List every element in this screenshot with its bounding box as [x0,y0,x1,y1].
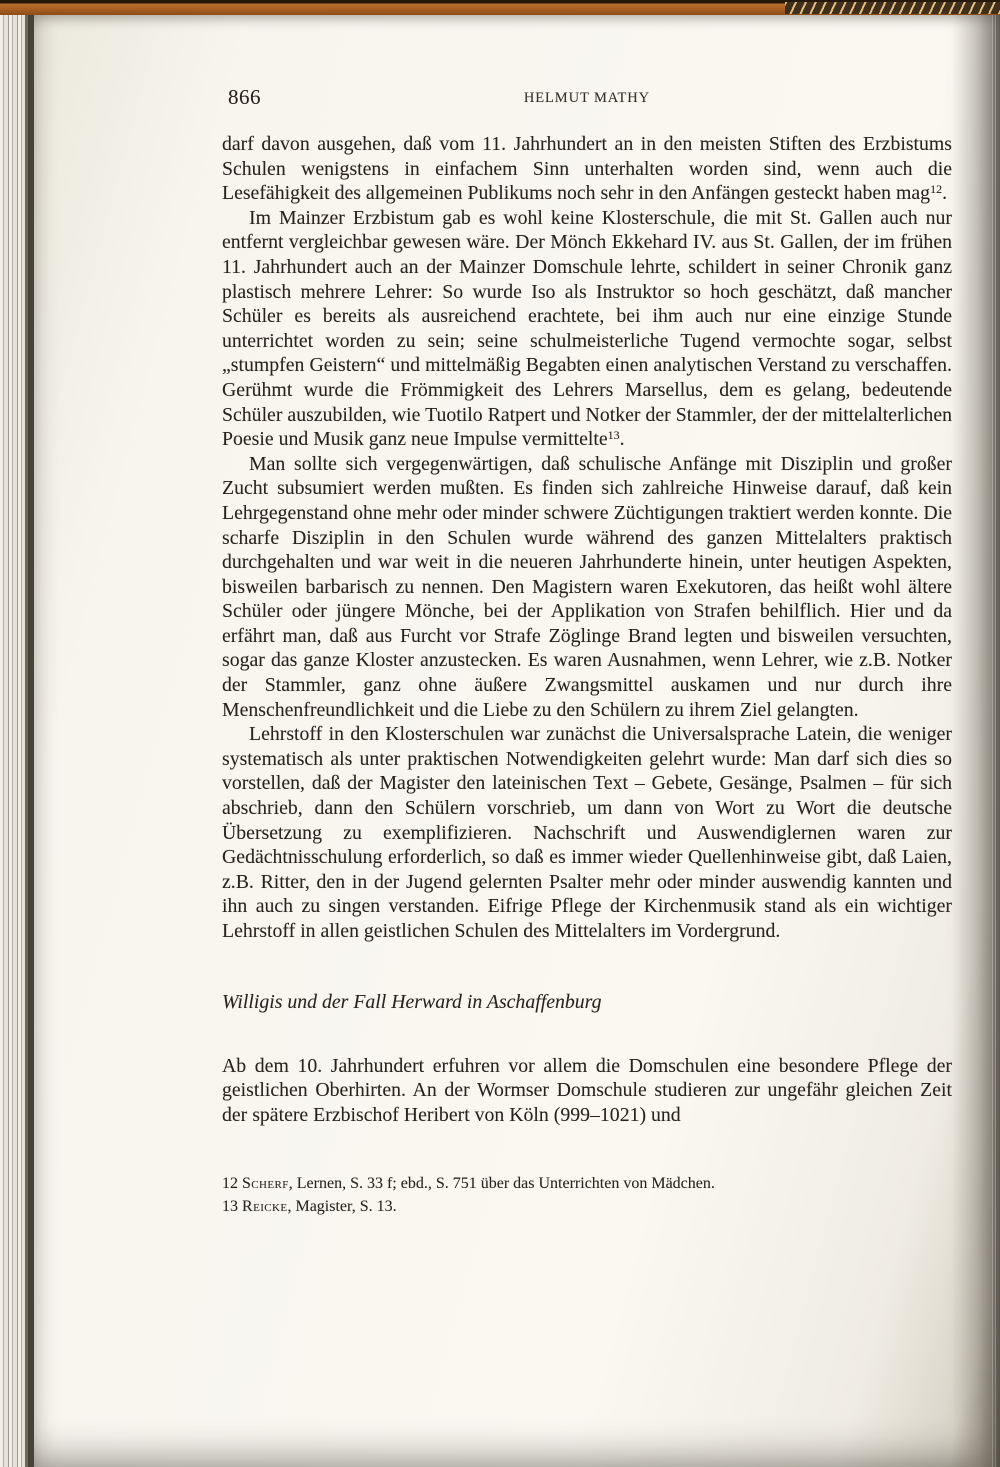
paragraph [222,722,952,943]
text-run: Im Mainzer Erzbistum gab es wohl keine Klosterschule, die mit St. Gallen auch nur entfernt vergleichbar gewesen wäre. Der Mönch Ekkehard IV. aus St. Gallen, der im frühen 11. Jahrhundert auch an der Mainzer Domschule lehrte, schildert in seiner Chronik ganz plastisch mehrere Lehrer: So wurde Iso als Instruktor so hoch geschätzt, daß mancher Schüler es bereits als ausreichend erachtete, bei ihm auch nur eine einzige Stunde unterrichtet worden zu sein; seine schulmeisterliche Tugend vermochte sogar, selbst „stumpfen Geistern“ und mittelmäßig Begabten einen analytischen Verstand zu verschaffen. Gerühmt wurde die Frömmigkeit des Lehrers Marsellus, dem es gelang, bedeutende Schüler auszubilden, wie Tuotilo Ratpert und Notker der Stammler, der der mittelalterlichen Poesie und Musik ganz neue Impulse vermittelte [222,206,952,451]
footnote [222,1196,952,1219]
section-paragraphs [222,1054,952,1128]
cover-stitching [785,2,1000,14]
paragraph [222,206,952,452]
footnote-number: 12 [222,1175,242,1193]
text-run: Ab dem 10. Jahrhundert erfuhren vor allem die Domschulen eine besondere Pflege der geistlichen Oberhirten. An der Wormser Domschule studieren zur ungefähr gleichen Zeit der spätere Erzbischof Heribert von Köln (999–1021) und [222,1054,952,1126]
page-number: 866 [228,85,261,109]
footnotes [222,1173,952,1218]
footnote-number: 13 [222,1197,242,1215]
text-run: Man sollte sich vergegenwärtigen, daß schulische Anfänge mit Disziplin und großer Zucht subsumiert werden mußten. Es finden sich zahlreiche Hinweise darauf, daß kein Lehrgegenstand ohne mehr oder minder schwere Züchtigungen traktiert werden konnte. Die scharfe Disziplin in den Schulen wurde während des ganzen Mittelalters praktisch durchgehalten und war weit in die neueren Jahrhunderte hinein, unter heutigen Aspekten, bisweilen barbarisch zu nennen. Den Magistern waren Exekutoren, das heißt wohl ältere Schüler oder jüngere Mönche, bei der Applikation von Strafen behilflich. Hier und da erfährt man, daß aus Furcht vor Strafe Zöglinge Brand legten und bisweilen versuchten, sogar das ganze Kloster anzustecken. Es waren Ausnahmen, wenn Lehrer, wie z.B. Notker der Stammler, ganz ohne äußere Zwangsmittel auskamen und nur durch ihre Menschenfreundlichkeit und die Liebe zu den Schülern zu ihrem Ziel gelangten. [222,452,952,721]
page-header [222,85,952,111]
text-block [222,85,952,1218]
page-surface [34,15,1000,1467]
footnote-author: Reicke [242,1197,288,1215]
text-run: . [619,428,625,451]
page-edge-stack-right [952,15,1000,1467]
footnote-author: Scherf [242,1175,289,1193]
text-run: darf davon ausgehen, daß vom 11. Jahrhundert an in den meisten Stiften des Erzbistums Schulen wenigstens in einfachem Sinn unterhalten worden sind, wenn auch die Lesefähigkeit des allgemeinen Publikums noch sehr in den Anfängen gesteckt haben mag [222,133,952,205]
book-cover-top-edge [0,0,1000,15]
footnote [222,1173,952,1196]
section-heading: Willigis und der Fall Herward in Aschaffenburg [222,990,602,1013]
page-edge-stack-left [0,15,34,1467]
paragraph [222,1054,952,1128]
running-header: HELMUT MATHY [523,90,651,106]
footnote-marker: 13 [607,428,620,443]
footnote-marker: 12 [930,182,943,197]
footnote-text: , Magister, S. 13. [287,1197,397,1215]
body-paragraphs [222,132,952,944]
text-run: Lehrstoff in den Klosterschulen war zunächst die Universalsprache Latein, die weniger systematisch als unter praktischen Notwendigkeiten gelehrt wurde: Man darf sich dies so vorstellen, daß der Magister den lateinischen Text – Gebete, Gesänge, Psalmen – für sich abschrieb, dann den Schülern vorschrieb, um dann von Wort zu Wort die deutsche Übersetzung zu exemplifizieren. Nachschrift und Auswendiglernen waren zur Gedächtnisschulung erforderlich, so daß es immer wieder Quellenhinweise gibt, daß Laien, z.B. Ritter, den in der Jugend gelernten Psalter mehr oder minder auswendig kannten und ihn auch zu singen verstanden. Eifrige Pflege der Kirchenmusik stand als ein wichtiger Lehrstoff in allen geistlichen Schulen des Mittelalters im Vordergrund. [222,723,952,942]
text-run: . [942,182,948,205]
paragraph [222,452,952,723]
paragraph [222,132,952,206]
footnote-text: , Lernen, S. 33 f; ebd., S. 751 über das Unterrichten von Mädchen. [288,1175,715,1193]
